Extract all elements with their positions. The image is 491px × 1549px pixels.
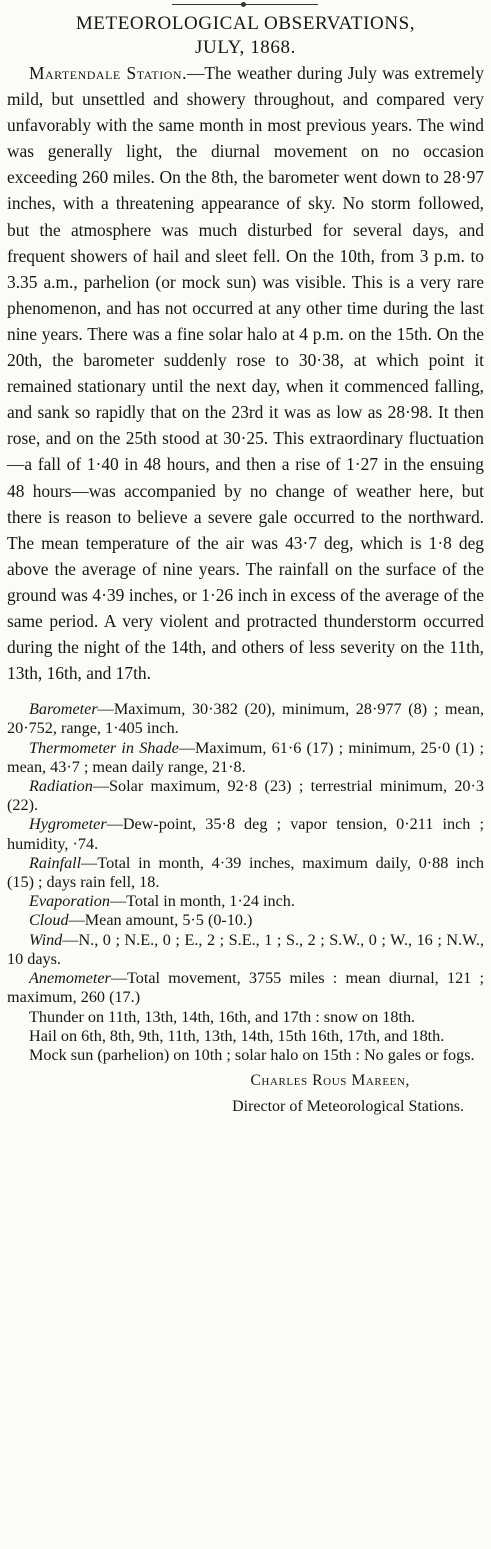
observation-anemometer: Anemometer—Total movement, 3755 miles : mean diurnal, 121 ; maximum, 260 (17.)	[7, 969, 484, 1007]
station-name: Martendale Station.	[29, 63, 187, 83]
observation-evaporation: Evaporation—Total in month, 1·24 inch.	[29, 892, 295, 911]
article-title: METEOROLOGICAL OBSERVATIONS,	[75, 13, 416, 34]
signature-title: Director of Meteorological Stations.	[232, 1098, 464, 1116]
observation-barometer: Barometer—Maximum, 30·382 (20), minimum, 28·977 (8) ; mean, 20·752, range, 1·405 inch.	[7, 700, 484, 738]
observation-thermometer: Thermometer in Shade—Maximum, 61·6 (17) ; minimum, 25·0 (1) ; mean, 43·7 ; mean daily range, 21·8.	[7, 738, 484, 776]
note-hail: Hail on 6th, 8th, 9th, 11th, 13th, 14th, 15th 16th, 17th, and 18th.	[29, 1026, 445, 1045]
observations-list	[7, 700, 484, 1065]
observation-rainfall: Rainfall—Total in month, 4·39 inches, maximum daily, 0·88 inch (15) ; days rain fell, 18.	[7, 853, 484, 892]
report-text: —The weather during July was extremely mild, but unsettled and showery throughout, and compared very unfavorably with the same month in most previous years. The wind was generally light, the diurnal movement on no occasion exceeding 260 miles. On the 8th, the barometer went down to 28·97 inches, with a threatening appearance of sky. No storm followed, but the atmosphere was much disturbed for several days, and frequent showers of hail and sleet fell. On the 10th, from 3 p.m. to 3.35 a.m., parhelion (or mock sun) was visible. This is a very rare phenomenon, and has not occurred at any other time during the last nine years. There was a fine solar halo at 4 p.m. on the 15th. On the 20th, the barometer suddenly rose to 30·38, at which point it remained stationary until the next day, when it commenced falling, and sank so rapidly that on the 23rd it was as low as 28·98. It then rose, and on the 25th stood at 30·25. This extraordinary fluctuation—a fall of 1·40 in 48 hours, and then a rise of 1·27 in the ensuing 48 hours—was accompanied by no change of weather here, but there is reason to believe a severe gale occurred to the northward. The mean temperature of the air was 43·7 deg, which is 1·8 deg above the average of nine years. The rainfall on the surface of the ground was 4·39 inches, or 1·26 inch in excess of the average of the same period. A very violent and protracted thunderstorm occurred during the night of the 14th, and others of less severity on the 11th, 13th, 16th, and 17th.	[7, 63, 485, 684]
article-date: JULY, 1868.	[195, 37, 296, 58]
observation-cloud: Cloud—Mean amount, 5·5 (0-10.)	[29, 911, 253, 930]
observation-hygrometer: Hygrometer—Dew-point, 35·8 deg ; vapor tension, 0·211 inch ; humidity, ·74.	[7, 815, 484, 853]
header-rule-ornament	[241, 2, 246, 7]
signature-name: Charles Rous Mareen,	[250, 1072, 410, 1090]
note-thunder: Thunder on 11th, 13th, 14th, 16th, and 17th : snow on 18th.	[29, 1007, 416, 1026]
observation-radiation: Radiation—Solar maximum, 92·8 (23) ; terrestrial minimum, 20·3 (22).	[7, 777, 484, 815]
report-body	[7, 60, 484, 686]
note-mock-sun: Mock sun (parhelion) on 10th ; solar halo on 15th : No gales or fogs.	[29, 1045, 475, 1064]
observation-wind: Wind—N., 0 ; N.E., 0 ; E., 2 ; S.E., 1 ; S., 2 ; S.W., 0 ; W., 16 ; N.W., 10 days.	[7, 930, 484, 968]
report-paragraph	[7, 60, 484, 686]
